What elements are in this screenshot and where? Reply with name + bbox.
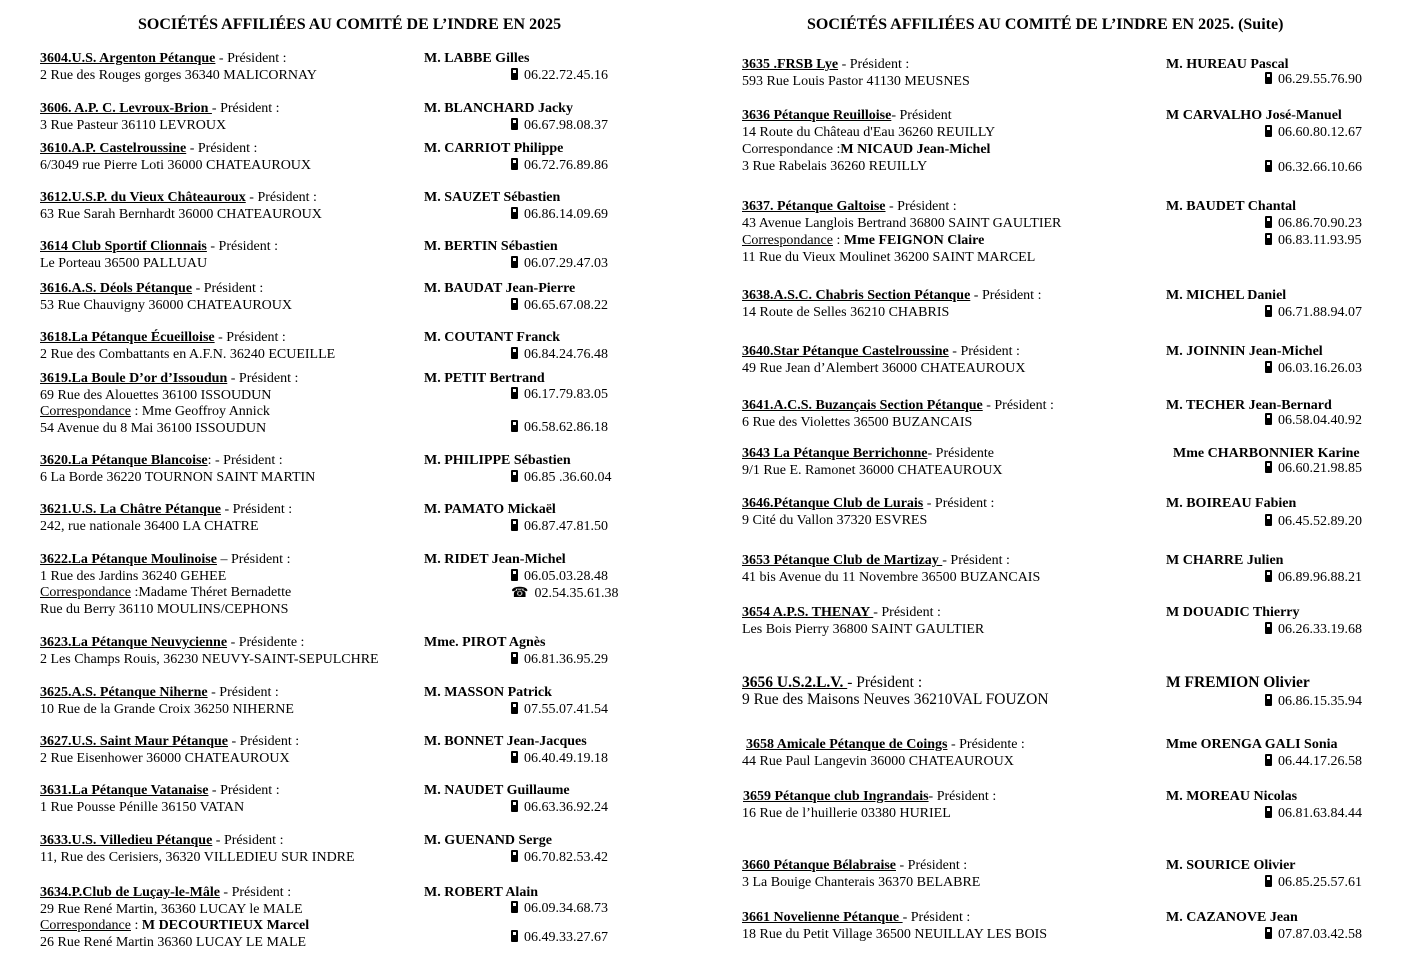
correspondence-name: M DECOURTIEUX Marcel [141,918,310,933]
correspondence-label: Correspondance [742,142,833,157]
mobile-phone-icon [511,68,518,80]
mobile-phone-icon [511,519,518,531]
mobile-phone-icon [511,850,518,862]
club-name: 3606. A.P. C. Levroux-Brion [40,101,212,116]
mobile-phone-icon [511,751,518,763]
telephone-icon: ☎ [511,586,529,601]
mobile-phone-icon [1265,622,1272,634]
phone-number-text: 06.84.24.76.48 [524,347,608,362]
phone-number-text: 06.86.14.09.69 [524,207,608,222]
mobile-phone-icon [511,298,518,310]
club-header-line [40,371,298,388]
club-name: 3621.U.S. La Châtre Pétanque [40,502,221,517]
president-role-label: - Président : [942,553,1010,568]
president-name: M. ROBERT Alain [424,885,538,900]
club-header-line [742,605,941,622]
club-address: 2 Rue Eisenhower 36000 CHATEAUROUX [40,750,290,766]
club-name: 3634.P.Club de Luçay-le-Mâle [40,885,220,900]
president-role-label: - Président : [208,783,280,798]
president-role-label: - Président : [214,330,286,345]
club-name: 3619.La Boule D’or d’Issoudun [40,371,228,386]
phone-number-text: 06.60.80.12.67 [1278,125,1362,140]
club-name: 3646.Pétanque Club de Lurais [742,496,924,511]
president-name: M. BLANCHARD Jacky [424,101,573,116]
mobile-phone-icon [511,652,518,664]
phone-number [511,850,608,867]
phone-number-text: 07.87.03.42.58 [1278,927,1362,942]
club-name: 3625.A.S. Pétanque Niherne [40,685,208,700]
club-header-line [742,344,1020,361]
left-page-title: SOCIÉTÉS AFFILIÉES AU COMITÉ DE L’INDRE EN 2025 [138,16,562,33]
mobile-phone-icon [511,207,518,219]
phone-number [1265,125,1362,142]
left-column [0,0,700,953]
club-address: 14 Route de Selles 36210 CHABRIS [742,305,950,320]
club-header-line [746,737,1025,754]
mobile-phone-icon [511,118,518,130]
club-header-line [40,453,283,470]
phone-number [1265,160,1362,177]
correspondence-name: M NICAUD Jean-Michel [840,142,991,157]
club-address: 41 bis Avenue du 11 Novembre 36500 BUZANCAIS [742,570,1041,585]
phone-number-text: 06.81.63.84.44 [1278,806,1362,821]
president-name: M. BOIREAU Fabien [1166,496,1297,511]
club-name: 3653 Pétanque Club de Martizay [742,553,943,568]
club-header-line [40,502,292,519]
phone-number [511,420,608,437]
mobile-phone-icon [511,702,518,714]
mobile-phone-icon [1265,72,1272,84]
phone-number-text: 06.85.25.57.61 [1278,875,1362,890]
phone-number [511,207,608,224]
phone-number [1265,216,1362,233]
phone-number-text: 06.60.21.98.85 [1278,461,1362,476]
club-address: 44 Rue Paul Langevin 36000 CHATEAUROUX [742,754,1014,769]
club-name: 3620.La Pétanque Blancoise [40,453,208,468]
phone-number [1265,461,1362,478]
president-name: M. PETIT Bertrand [424,371,545,386]
phone-number-text: 06.58.62.86.18 [524,420,608,435]
club-header-line [40,783,280,800]
phone-number-text: 06.85 .36.60.04 [524,470,612,485]
phone-number-text: 06.40.49.19.18 [524,751,608,766]
club-name: 3660 Pétanque Bélabraise [742,858,896,873]
president-role-label: - Président : [923,496,995,511]
president-name: M. BERTIN Sébastien [424,239,558,254]
phone-number-text: 06.63.36.92.24 [524,800,608,815]
mobile-phone-icon [511,800,518,812]
club-name: 3610.A.P. Castelroussine [40,141,187,156]
phone-number-text: 06.49.33.27.67 [524,930,608,945]
president-name: M DOUADIC Thierry [1166,605,1300,620]
club-header-line [40,101,280,118]
phone-number-text: 06.65.67.08.22 [524,298,608,313]
club-name: 3640.Star Pétanque Castelroussine [742,344,949,359]
correspondence-separator: : [832,142,841,157]
president-role-label: - Président : [896,858,968,873]
club-header-line [40,833,283,850]
club-address: 11, Rue des Cerisiers, 36320 VILLEDIEU SUR INDRE [40,849,355,865]
correspondence-label: Correspondance [742,233,833,248]
mobile-phone-icon [1265,461,1272,473]
club-header-line [40,239,278,256]
phone-number [511,387,608,404]
correspondence-separator: : Mme Geoffroy Annick [130,404,270,419]
club-address: Le Porteau 36500 PALLUAU [40,255,208,271]
club-address: 18 Rue du Petit Village 36500 NEUILLAY LES BOIS [742,927,1048,942]
mobile-phone-icon [1265,413,1272,425]
correspondence-line [742,233,984,250]
president-name: M. MASSON Patrick [424,685,552,700]
club-name: 3612.U.S.P. du Vieux Châteauroux [40,190,246,205]
mobile-phone-icon [1265,694,1272,706]
club-header-line [742,398,1054,415]
phone-number-text: 06.72.76.89.86 [524,158,608,173]
club-header-line [40,552,290,569]
club-address: 9 Rue des Maisons Neuves 36210VAL FOUZON [742,691,1049,708]
club-name: 3661 Novelienne Pétanque [742,910,903,925]
phone-number-text: 06.05.03.28.48 [524,569,608,584]
club-address: 1 Rue des Jardins 36240 GEHEE [40,568,227,584]
club-header-line [742,675,922,692]
phone-number-text: 06.22.72.45.16 [524,68,608,83]
mobile-phone-icon [1265,216,1272,228]
mobile-phone-icon [1265,125,1272,137]
club-address: 3 Rue Pasteur 36110 LEVROUX [40,117,227,133]
president-role-label: - Président : [219,885,292,900]
phone-number [511,470,612,487]
president-role-label: - Président : [212,833,284,848]
mobile-phone-icon [1265,514,1272,526]
president-name: M CHARRE Julien [1166,553,1284,568]
mobile-phone-icon [1265,361,1272,373]
president-name: M. GUENAND Serge [424,833,552,848]
president-name: M. BAUDAT Jean-Pierre [424,281,576,296]
correspondence-name: Mme FEIGNON Claire [843,233,985,248]
right-page-title: SOCIÉTÉS AFFILIÉES AU COMITÉ DE L’INDRE EN 2025. (Suite) [807,16,1284,33]
president-name: M. BONNET Jean-Jacques [424,734,587,749]
mobile-phone-icon [511,256,518,268]
president-name: M. LABBE Gilles [424,51,530,66]
club-header-line [40,330,286,347]
phone-number-text: 06.03.16.26.03 [1278,361,1362,376]
president-role-label: - Président : [982,398,1054,413]
president-role-label: - Présidente [927,446,994,461]
club-header-line [742,199,957,216]
phone-number [511,569,608,586]
mobile-phone-icon [511,569,518,581]
club-address: 14 Route du Château d'Eau 36260 REUILLY [742,125,996,140]
club-header-line [40,734,299,751]
correspondence-address: Rue du Berry 36110 MOULINS/CEPHONS [40,601,289,617]
president-role-label: : - Président : [207,453,283,468]
club-name: 3618.La Pétanque Écueilloise [40,330,215,345]
club-address: 63 Rue Sarah Bernhardt 36000 CHATEAUROUX [40,206,322,222]
president-name: M FREMION Olivier [1166,674,1310,691]
president-role-label: - Président : [206,239,279,254]
president-role-label: - Président : [215,51,287,66]
club-name: 3641.A.C.S. Buzançais Section Pétanque [742,398,983,413]
club-address: 10 Rue de la Grande Croix 36250 NIHERNE [40,701,294,717]
phone-number-text: 06.70.82.53.42 [524,850,608,865]
president-role-label: - Président : [885,199,957,214]
president-role-label: - Présidente : [947,737,1025,752]
mobile-phone-icon [511,901,518,913]
president-name: M. BAUDET Chantal [1166,199,1297,214]
phone-number-text: 02.54.35.61.38 [534,586,619,601]
club-address: 9/1 Rue E. Ramonet 36000 CHATEAUROUX [742,463,1003,478]
phone-number [1265,413,1362,430]
correspondence-label: Correspondance [40,404,131,419]
president-role-label: - Président : [948,344,1020,359]
correspondence-label: Correspondance [40,918,131,933]
phone-number-text: 06.67.98.08.37 [524,118,608,133]
mobile-phone-icon [1265,570,1272,582]
president-role-label: - Président : [192,281,264,296]
president-name: M. SAUZET Sébastien [424,190,561,205]
president-role-label: - Président : [902,910,971,925]
president-name: M. PHILIPPE Sébastien [424,453,571,468]
club-header-line [40,190,317,207]
phone-number-text: 06.07.29.47.03 [524,256,608,271]
club-header-line [742,288,1041,305]
phone-number [511,68,608,85]
president-name: Mme. PIROT Agnès [424,635,546,650]
phone-number [1265,72,1362,89]
phone-number [1265,806,1362,823]
mobile-phone-icon [1265,305,1272,317]
club-header-line [742,57,909,74]
president-role-label: - Président : [847,674,923,691]
club-name: 3635 .FRSB Lye [742,57,839,72]
phone-number [511,118,608,135]
phone-number [1265,622,1362,639]
mobile-phone-icon [1265,806,1272,818]
correspondence-separator: : [832,233,844,248]
phone-number [511,347,608,364]
mobile-phone-icon [511,420,518,432]
club-name: 3637. Pétanque Galtoise [742,199,886,214]
correspondence-address: 3 Rue Rabelais 36260 REUILLY [742,159,928,174]
mobile-phone-icon [1265,875,1272,887]
club-name: 3623.La Pétanque Neuvycienne [40,635,228,650]
president-name: M. RIDET Jean-Michel [424,552,566,567]
right-column [700,0,1402,953]
phone-number [511,702,608,719]
club-address: 2 Les Champs Rouis, 36230 NEUVY-SAINT-SEPULCHRE [40,651,379,667]
club-name: 3614 Club Sportif Clionnais [40,239,207,254]
phone-number-text: 06.71.88.94.07 [1278,305,1362,320]
club-header-line [743,789,996,806]
phone-number-text: 06.58.04.40.92 [1278,413,1362,428]
phone-number-text: 06.87.47.81.50 [524,519,608,534]
president-role-label: - Président [891,108,952,123]
phone-number-text: 06.44.17.26.58 [1278,754,1362,769]
president-name: M. CAZANOVE Jean [1166,910,1298,925]
club-address: 2 Rue des Combattants en A.F.N. 36240 ECUEILLE [40,346,336,362]
mobile-phone-icon [511,470,518,482]
president-name: M CARVALHO José-Manuel [1166,108,1342,123]
club-name: 3636 Pétanque Reuilloise [742,108,892,123]
phone-number [1265,927,1362,944]
club-header-line [742,858,967,875]
correspondence-address: 54 Avenue du 8 Mai 36100 ISSOUDUN [40,420,267,436]
mobile-phone-icon [1265,754,1272,766]
president-name: M. TECHER Jean-Bernard [1166,398,1332,413]
club-name: 3631.La Pétanque Vatanaise [40,783,209,798]
mobile-phone-icon [1265,927,1272,939]
phone-number [511,901,608,918]
mobile-phone-icon [511,347,518,359]
club-header-line [40,281,263,298]
mobile-phone-icon [511,930,518,942]
club-address: 9 Cité du Vallon 37320 ESVRES [742,513,928,528]
club-name: 3659 Pétanque club Ingrandais [743,789,929,804]
club-header-line [40,885,291,902]
president-role-label: – Président : [216,552,291,567]
club-address: 6 Rue des Violettes 36500 BUZANCAIS [742,415,973,430]
club-address: 593 Rue Louis Pastor 41130 MEUSNES [742,74,970,89]
phone-number [1265,694,1362,711]
president-role-label: - Président : [873,605,941,620]
president-name: Mme ORENGA GALI Sonia [1166,737,1338,752]
phone-number [1265,875,1362,892]
correspondence-line [40,585,291,602]
president-role-label: - Président : [928,789,997,804]
club-header-line [742,108,952,125]
club-address: 6/3049 rue Pierre Loti 36000 CHATEAUROUX [40,157,312,173]
president-role-label: - Président : [245,190,317,205]
president-name: M. PAMATO Mickaël [424,502,556,517]
president-name: M. SOURICE Olivier [1166,858,1296,873]
phone-number [511,158,608,175]
president-name: M. NAUDET Guillaume [424,783,570,798]
club-address: 16 Rue de l’huillerie 03380 HURIEL [742,806,951,821]
correspondence-separator: :Madame Théret Bernadette [130,585,292,600]
phone-number-text: 06.89.96.88.21 [1278,570,1362,585]
club-header-line [40,141,257,158]
phone-number-text: 06.45.52.89.20 [1278,514,1362,529]
phone-number [511,298,608,315]
phone-number [511,256,608,273]
club-address: Les Bois Pierry 36800 SAINT GAULTIER [742,622,985,637]
president-role-label: - Président : [838,57,910,72]
mobile-phone-icon [1265,160,1272,172]
correspondence-line [40,918,309,935]
club-name: 3616.A.S. Déols Pétanque [40,281,193,296]
phone-number-text: 06.17.79.83.05 [524,387,608,402]
phone-number [1265,754,1362,771]
phone-number [511,586,618,603]
phone-number-text: 06.81.36.95.29 [524,652,608,667]
club-header-line [40,51,287,68]
president-role-label: - Président : [227,734,300,749]
president-role-label: - Président : [220,502,293,517]
club-name: 3622.La Pétanque Moulinoise [40,552,217,567]
phone-number [1265,233,1361,250]
president-name: M. COUTANT Franck [424,330,560,345]
phone-number-text: 07.55.07.41.54 [524,702,608,717]
correspondence-separator: : [130,918,142,933]
president-role-label: - Président : [207,685,279,700]
president-role-label: - Président : [227,371,299,386]
phone-number [1265,570,1362,587]
phone-number [1265,305,1362,322]
phone-number [511,930,608,947]
president-role-label: - Président : [211,101,280,116]
club-header-line [742,446,994,463]
president-role-label: - Président : [970,288,1042,303]
club-address: 29 Rue René Martin, 36360 LUCAY le MALE [40,901,303,917]
club-address: 49 Rue Jean d’Alembert 36000 CHATEAUROUX [742,361,1026,376]
correspondence-address: 11 Rue du Vieux Moulinet 36200 SAINT MARCEL [742,250,1036,265]
correspondence-address: 26 Rue René Martin 36360 LUCAY LE MALE [40,934,307,950]
phone-number [511,800,608,817]
president-name: M. MOREAU Nicolas [1166,789,1298,804]
club-address: 2 Rue des Rouges gorges 36340 MALICORNAY [40,67,317,83]
president-name: M. CARRIOT Philippe [424,141,564,156]
president-name: M. HUREAU Pascal [1166,57,1289,72]
president-role-label: - Président : [186,141,258,156]
club-address: 53 Rue Chauvigny 36000 CHATEAUROUX [40,297,292,313]
president-name: M. MICHEL Daniel [1166,288,1287,303]
correspondence-label: Correspondance [40,585,131,600]
phone-number-text: 06.83.11.93.95 [1278,233,1362,248]
president-name: M. JOINNIN Jean-Michel [1166,344,1323,359]
club-name: 3604.U.S. Argenton Pétanque [40,51,216,66]
phone-number [511,751,608,768]
president-role-label: - Présidente : [227,635,305,650]
phone-number-text: 06.86.15.35.94 [1278,694,1362,709]
mobile-phone-icon [511,387,518,399]
phone-number-text: 06.86.70.90.23 [1278,216,1362,231]
club-name: 3643 La Pétanque Berrichonne [742,446,928,461]
club-header-line [40,635,304,652]
club-name: 3658 Amicale Pétanque de Coings [746,737,948,752]
club-name: 3656 U.S.2.L.V. [742,674,848,691]
club-name: 3627.U.S. Saint Maur Pétanque [40,734,228,749]
club-header-line [742,496,994,513]
club-address: 242, rue nationale 36400 LA CHATRE [40,518,259,534]
phone-number [1265,514,1362,531]
president-name: Mme CHARBONNIER Karine [1173,446,1360,461]
phone-number-text: 06.09.34.68.73 [524,901,608,916]
phone-number-text: 06.26.33.19.68 [1278,622,1362,637]
club-address: 1 Rue Pousse Pénille 36150 VATAN [40,799,245,815]
club-address: 3 La Bouige Chanterais 36370 BELABRE [742,875,981,890]
phone-number [1265,361,1362,378]
phone-number-text: 06.32.66.10.66 [1278,160,1362,175]
mobile-phone-icon [511,158,518,170]
club-address: 43 Avenue Langlois Bertrand 36800 SAINT GAULTIER [742,216,1062,231]
club-header-line [40,685,279,702]
club-address: 69 Rue des Alouettes 36100 ISSOUDUN [40,387,272,403]
phone-number [511,652,608,669]
mobile-phone-icon [1265,233,1272,245]
club-name: 3633.U.S. Villedieu Pétanque [40,833,213,848]
club-header-line [742,910,970,927]
correspondence-line [40,404,270,421]
phone-number [511,519,608,536]
club-header-line [742,553,1010,570]
club-address: 6 La Borde 36220 TOURNON SAINT MARTIN [40,469,316,485]
phone-number-text: 06.29.55.76.90 [1278,72,1362,87]
correspondence-line [742,142,990,159]
club-name: 3654 A.P.S. THENAY [742,605,874,620]
club-name: 3638.A.S.C. Chabris Section Pétanque [742,288,971,303]
